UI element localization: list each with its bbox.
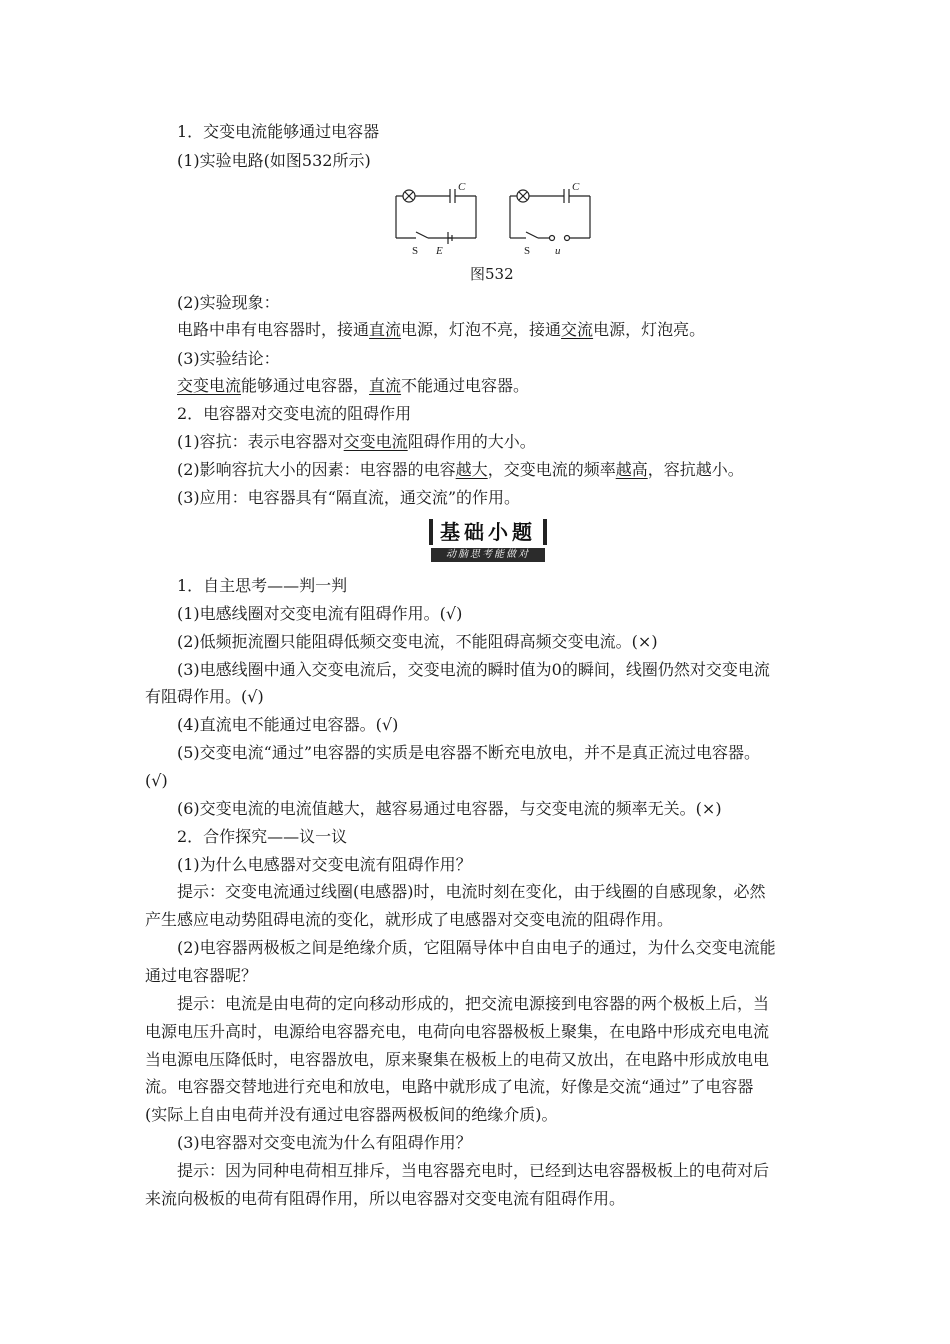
explore-answer-cont: 流。电容器交替地进行充电和放电，电路中就形成了电流，好像是交流“通过”了电容器 bbox=[145, 1077, 754, 1096]
explore-answer: 提示：因为同种电荷相互排斥，当电容器充电时，已经到达电容器极板上的电荷对后 bbox=[177, 1161, 770, 1180]
section1-sub3: (3)实验结论： bbox=[177, 349, 280, 368]
quiz-item: (6)交变电流的电流值越大，越容易通过电容器，与交变电流的频率无关。(×) bbox=[177, 799, 722, 818]
circuit-figure bbox=[390, 176, 600, 266]
label-s-right: S bbox=[524, 245, 531, 257]
explore-answer-cont: 电源电压升高时，电源给电容器充电，电荷向电容器极板上聚集，在电路中形成充电电流 bbox=[145, 1022, 770, 1041]
reactance-def: (1)容抗：表示电容器对交变电流阻碍作用的大小。 bbox=[177, 432, 536, 451]
quiz-item-cont: (√) bbox=[145, 771, 168, 790]
banner-subtitle: 动脑思考能做对 bbox=[431, 548, 545, 562]
quiz-item: (2)低频扼流圈只能阻碍低频交变电流，不能阻碍高频交变电流。(×) bbox=[177, 632, 658, 651]
explore-question: (3)电容器对交变电流为什么有阻碍作用？ bbox=[177, 1133, 472, 1152]
explore-answer-cont: 产生感应电动势阻碍电流的变化，就形成了电感器对交变电流的阻碍作用。 bbox=[145, 910, 674, 929]
label-c-left: C bbox=[458, 181, 466, 193]
quiz-item: (3)电感线圈中通入交变电流后，交变电流的瞬时值为0的瞬间，线圈仍然对交变电流 bbox=[177, 660, 770, 679]
label-u: u bbox=[555, 245, 561, 257]
explore-answer: 提示：交变电流通过线圈(电感器)时，电流时刻在变化，由于线圈的自感现象，必然 bbox=[177, 882, 766, 901]
explore-question: (1)为什么电感器对交变电流有阻碍作用？ bbox=[177, 855, 472, 874]
quiz-item: (1)电感线圈对交变电流有阻碍作用。(√) bbox=[177, 604, 463, 623]
reactance-factors: (2)影响容抗大小的因素：电容器的电容越大，交变电流的频率越高，容抗越小。 bbox=[177, 460, 744, 479]
quiz-item: (4)直流电不能通过电容器。(√) bbox=[177, 715, 399, 734]
label-e: E bbox=[436, 245, 443, 257]
quiz-item: (5)交变电流“通过”电容器的实质是电容器不断充电放电，并不是真正流过电容器。 bbox=[177, 743, 761, 762]
explore-answer-cont: 当电源电压降低时，电容器放电，原来聚集在极板上的电荷又放出，在电路中形成放电电 bbox=[145, 1050, 770, 1069]
label-s-left: S bbox=[412, 245, 419, 257]
banner-title: 基础小题 bbox=[429, 519, 547, 545]
quiz-item-cont: 有阻碍作用。(√) bbox=[145, 687, 264, 706]
explore-answer-cont: 来流向极板的电荷有阻碍作用，所以电容器对交变电流有阻碍作用。 bbox=[145, 1189, 626, 1208]
label-c-right: C bbox=[572, 181, 580, 193]
observation-line: 电路中串有电容器时，接通直流电源，灯泡不亮，接通交流电源，灯泡亮。 bbox=[177, 320, 706, 339]
conclusion-line: 交变电流能够通过电容器，直流不能通过电容器。 bbox=[177, 376, 530, 395]
explore-question: (2)电容器两极板之间是绝缘介质，它阻隔导体中自由电子的通过，为什么交变电流能 bbox=[177, 938, 776, 957]
explore-answer: 提示：电流是由电荷的定向移动形成的，把交流电源接到电容器的两个极板上后，当 bbox=[177, 994, 770, 1013]
quiz-heading: 1．自主思考——判一判 bbox=[177, 576, 348, 595]
explore-answer-cont: (实际上自由电荷并没有通过电容器两极板间的绝缘介质)。 bbox=[145, 1105, 558, 1124]
section1-sub2: (2)实验现象： bbox=[177, 293, 280, 312]
figure-caption: 图532 bbox=[470, 265, 514, 283]
section1-sub1: (1)实验电路(如图532所示) bbox=[177, 151, 371, 170]
section1-heading: 1．交变电流能够通过电容器 bbox=[177, 122, 380, 141]
explore-question-cont: 通过电容器呢？ bbox=[145, 966, 258, 985]
basic-questions-banner bbox=[423, 519, 553, 565]
explore-heading: 2．合作探究——议一议 bbox=[177, 827, 348, 846]
section2-heading: 2．电容器对交变电流的阻碍作用 bbox=[177, 404, 412, 423]
reactance-application: (3)应用：电容器具有“隔直流，通交流”的作用。 bbox=[177, 488, 521, 507]
